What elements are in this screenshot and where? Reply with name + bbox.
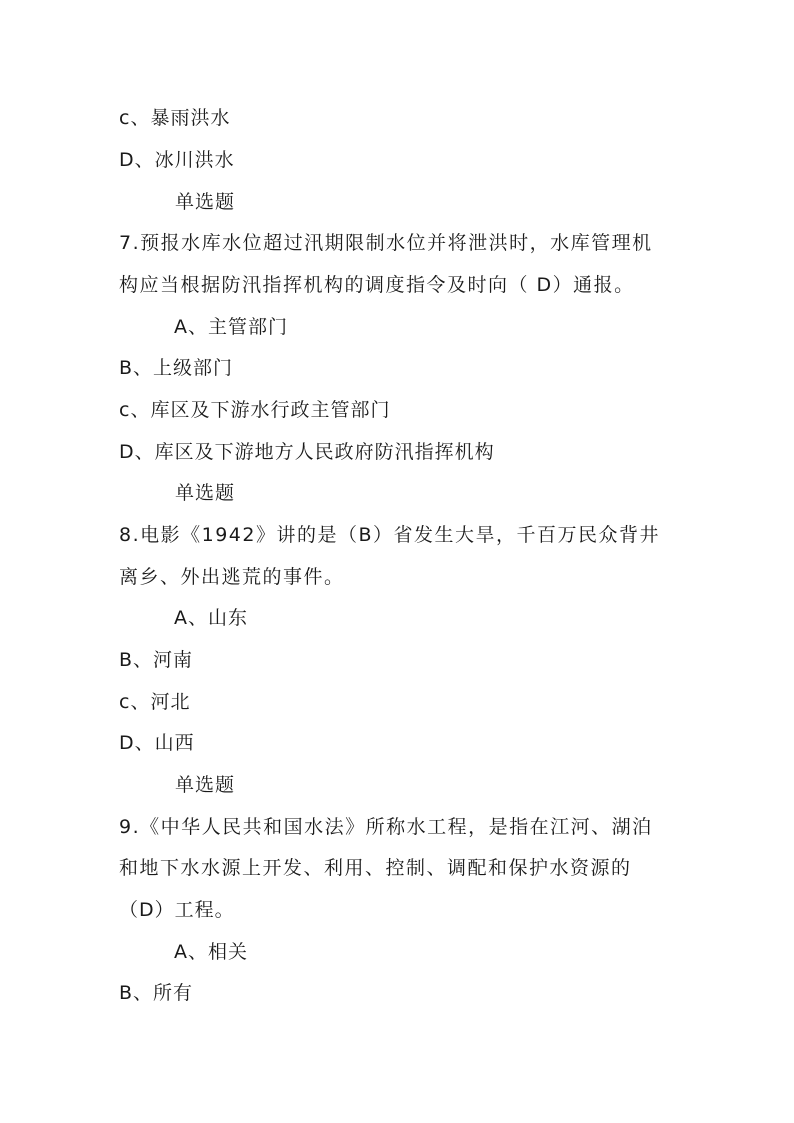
question-7-text-line-2: 构应当根据防汛指挥机构的调度指令及时向（ D）通报。 [119, 274, 635, 296]
option-c: c、河北 [119, 691, 191, 713]
option-d: D、山西 [119, 732, 195, 754]
option-b: B、河南 [119, 649, 194, 671]
question-type-label: 单选题 [175, 191, 236, 213]
question-9-text-line-2: 和地下水水源上开发、利用、控制、调配和保护水资源的 [119, 857, 632, 879]
question-type-label: 单选题 [175, 482, 236, 504]
question-8-text-line-1: 8.电影《1942》讲的是（B）省发生大旱，千百万民众背井 [119, 524, 661, 546]
question-8-text-line-2: 离乡、外出逃荒的事件。 [119, 566, 345, 588]
question-type-label: 单选题 [175, 774, 236, 796]
question-9-text-line-3: （D）工程。 [119, 899, 235, 921]
option-c-rainstorm-flood: c、暴雨洪水 [119, 107, 231, 129]
option-a: A、相关 [174, 941, 248, 963]
question-9-text-line-1: 9.《中华人民共和国水法》所称水工程，是指在江河、湖泊 [119, 816, 653, 838]
question-7-text-line-1: 7.预报水库水位超过汛期限制水位并将泄洪时，水库管理机 [119, 232, 653, 254]
option-b: B、所有 [119, 982, 194, 1004]
option-d-glacier-flood: D、冰川洪水 [119, 149, 235, 171]
option-c: c、库区及下游水行政主管部门 [119, 399, 391, 421]
option-b: B、上级部门 [119, 357, 234, 379]
option-d: D、库区及下游地方人民政府防汛指挥机构 [119, 441, 495, 463]
option-a: A、山东 [174, 607, 248, 629]
option-a: A、主管部门 [174, 316, 288, 338]
